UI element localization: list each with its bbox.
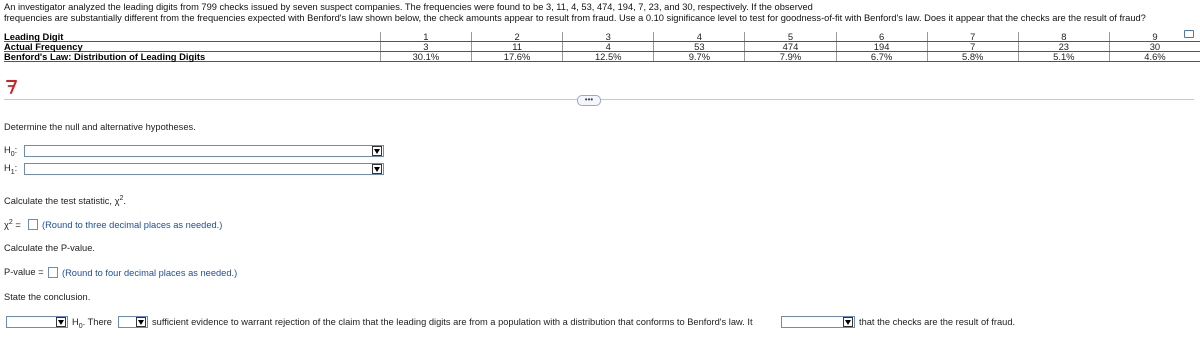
table-cell: 6.7%	[836, 52, 927, 62]
table-cell: 5	[745, 32, 836, 42]
table-cell: 3	[563, 32, 654, 42]
problem-statement	[4, 2, 1194, 24]
pvalue-input[interactable]	[48, 267, 58, 278]
table-cell: 194	[836, 42, 927, 52]
table-cell: 1	[380, 32, 471, 42]
chevron-down-icon[interactable]	[56, 317, 66, 327]
table-cell: 17.6%	[471, 52, 562, 62]
table-cell: 53	[654, 42, 745, 52]
table-row-actual-frequency	[4, 42, 1200, 52]
conclusion-text-3: that the checks are the result of fraud.	[859, 317, 1016, 327]
table-cell: 4	[563, 42, 654, 52]
expand-more-button[interactable]: •••	[577, 95, 601, 106]
chi-sup: 2	[8, 219, 13, 226]
table-cell: 9.7%	[654, 52, 745, 62]
h1-dropdown[interactable]	[24, 163, 384, 175]
h0-letter: H	[4, 145, 11, 155]
table-cell: 7	[927, 32, 1018, 42]
chi-eq: =	[12, 220, 21, 231]
statistic-prompt	[4, 195, 126, 206]
table-cell: 11	[471, 42, 562, 52]
table-cell: 6	[836, 32, 927, 42]
table-cell: 4.6%	[1109, 52, 1200, 62]
hypotheses-prompt: Determine the null and alternative hypotheses.	[4, 122, 196, 132]
table-cell: 7.9%	[745, 52, 836, 62]
table-row-benford	[4, 52, 1200, 62]
chevron-down-icon[interactable]	[372, 164, 382, 174]
pvalue-hint: (Round to four decimal places as needed.)	[62, 268, 238, 278]
statistic-prompt-sup: 2	[119, 195, 124, 202]
table-cell: 5.1%	[1018, 52, 1109, 62]
table-cell: 9	[1109, 32, 1200, 42]
conclusion-text-2: sufficient evidence to warrant rejection of the claim that the leading digits are from a population with a distribution that conforms to Benford's law. It	[152, 317, 753, 327]
h0-label	[4, 145, 17, 158]
table-cell: 30.1%	[380, 52, 471, 62]
conclusion-prompt: State the conclusion.	[4, 292, 91, 302]
table-cell: 474	[745, 42, 836, 52]
row-label: Actual Frequency	[4, 42, 380, 52]
conclusion-evidence-dropdown[interactable]	[118, 316, 148, 328]
pvalue-prompt: Calculate the P-value.	[4, 243, 95, 253]
statistic-prompt-end: .	[123, 196, 126, 207]
table-cell: 8	[1018, 32, 1109, 42]
chevron-down-icon[interactable]	[843, 317, 853, 327]
conclusion-text-1	[72, 317, 112, 330]
statistic-prompt-text: Calculate the test statistic, χ	[4, 196, 120, 207]
chi-square-label	[4, 219, 21, 230]
pen-cursor-icon	[6, 79, 18, 95]
table-row-leading-digit	[4, 32, 1200, 42]
h0-subscript: 0	[10, 150, 15, 158]
h1-label	[4, 163, 17, 176]
chevron-down-icon[interactable]	[136, 317, 146, 327]
table-cell: 7	[927, 42, 1018, 52]
chi-square-input[interactable]	[28, 219, 38, 230]
frequency-table	[4, 32, 1200, 62]
table-cell: 12.5%	[563, 52, 654, 62]
table-cell: 30	[1109, 42, 1200, 52]
row-label: Leading Digit	[4, 32, 380, 42]
problem-text-line-1: An investigator analyzed the leading digits from 799 checks issued by seven suspect companies. The frequencies were found to be 3, 11, 4, 53, 474, 194, 7, 23, and 30, respectively. If the observed	[4, 2, 813, 12]
pvalue-label: P-value =	[4, 267, 44, 277]
conclusion-there: . There	[82, 317, 112, 327]
chi-square-hint: (Round to three decimal places as needed.)	[42, 220, 223, 230]
chevron-down-icon[interactable]	[372, 146, 382, 156]
h0-colon: :	[14, 145, 18, 155]
chi-letter: χ	[4, 220, 9, 231]
h1-letter: H	[4, 163, 11, 173]
h0-dropdown[interactable]	[24, 145, 384, 157]
table-cell: 23	[1018, 42, 1109, 52]
h1-subscript: 1	[10, 168, 15, 176]
conclusion-decision-dropdown[interactable]	[6, 316, 68, 328]
table-cell: 3	[380, 42, 471, 52]
conclusion-h: H	[72, 317, 79, 327]
row-label: Benford's Law: Distribution of Leading Digits	[4, 52, 380, 62]
conclusion-fraud-dropdown[interactable]	[781, 316, 855, 328]
table-cell: 5.8%	[927, 52, 1018, 62]
conclusion-h-sub: 0	[78, 322, 83, 330]
table-cell: 2	[471, 32, 562, 42]
table-cell: 4	[654, 32, 745, 42]
h1-colon: :	[14, 163, 18, 173]
problem-text-line-2: frequencies are substantially different from the frequencies expected with Benford's law shown below, the check amounts appear to result from fraud. Use a 0.10 significance level to test for goodness-of-fit with Benford's law. Does it appear that the checks are the result of fraud?	[4, 13, 1146, 23]
